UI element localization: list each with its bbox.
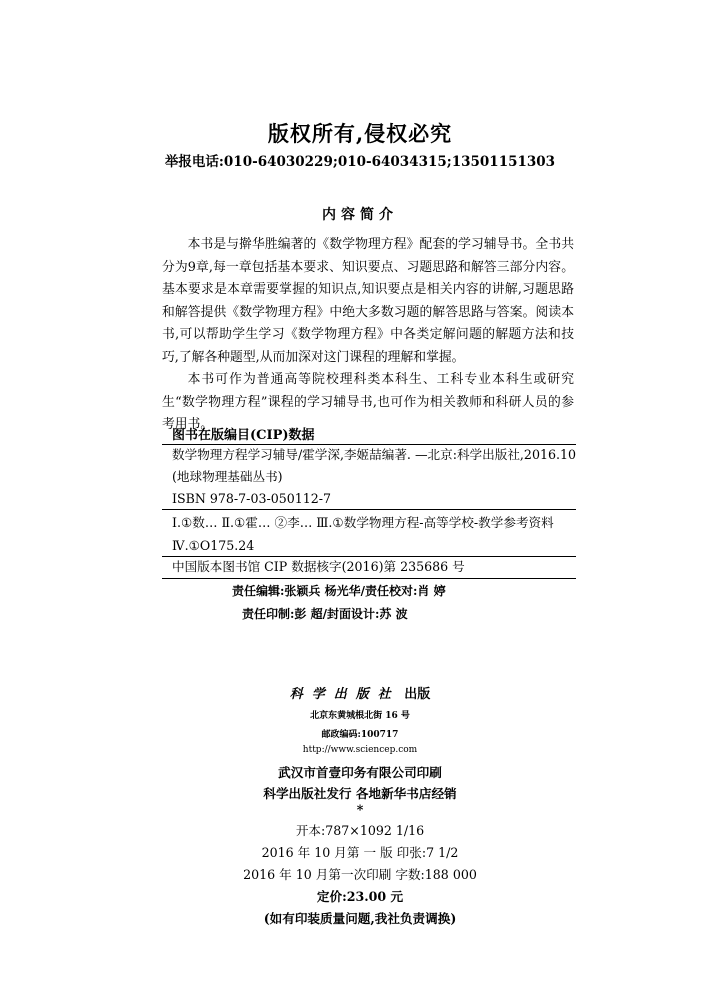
cip-divider-mid (162, 509, 576, 510)
printing: 2016 年 10 月第一次印刷 字数:188 000 (243, 867, 477, 882)
section-title: 内容简介 (322, 207, 398, 223)
intro-text (162, 234, 574, 437)
cip-line-1: 数学物理方程学习辅导/霍学深,李姬喆编著. —北京:科学出版社,2016.10 (172, 447, 577, 462)
intro-paragraph-1: 本书是与擀华胜编著的《数学物理方程》配套的学习辅导书。全书共分为9章,每一章包括基本要求、知识要点、习题思路和解答三部分内容。基本要求是本章需要掌握的知识点,知识要点是相关内容的讲解,习题思路和解答提供《数学物理方程》中绝大多数习题的解答思路与答案。阅读本书,可以帮助学生学习《数学物理方程》中各类定解问题的解题方法和技巧,了解各种题型,从而加深对这门课程的理解和掌握。 (162, 237, 574, 365)
distribution: 科学出版社发行 各地新华书店经销 (263, 786, 457, 801)
editors-block (172, 580, 576, 625)
cip-classification: Ⅰ.①数… Ⅱ.①霍… ②李… Ⅲ.①数学物理方程-高等学校-教学参考资料 Ⅳ.①O175.24 (172, 515, 554, 553)
intro-paragraph-2: 本书可作为普通高等院校理科类本科生、工科专业本科生或研究生“数学物理方程”课程的学习辅导书,也可作为相关教师和科研人员的参考用书。 (162, 372, 574, 432)
separator-star: * (356, 802, 364, 817)
format: 开本:787×1092 1/16 (295, 823, 425, 838)
publisher-postcode: 邮政编码:100717 (321, 730, 399, 740)
cip-line-2: (地球物理基础丛书) (172, 469, 283, 484)
cip-heading: 图书在版编目(CIP)数据 (172, 428, 315, 443)
cip-isbn: ISBN 978-7-03-050112-7 (172, 491, 332, 506)
catalog-divider (162, 578, 576, 579)
publisher-url: http://www.sciencep.com (302, 745, 418, 755)
publisher-logo: 科学出版社 (289, 687, 400, 702)
price: 定价:23.00 元 (316, 889, 404, 904)
report-phone: 举报电话:010-64030229;010-64034315;13501151303 (164, 154, 556, 170)
printer: 武汉市首壹印务有限公司印刷 (278, 765, 442, 780)
publisher-line (0, 683, 720, 702)
editors-line-2: 责任印制:彭 超/封面设计:苏 波 (242, 606, 408, 621)
copyright-title: 版权所有,侵权必究 (267, 121, 453, 146)
edition: 2016 年 10 月第 一 版 印张:7 1/2 (261, 845, 459, 860)
publisher-address: 北京东黄城根北街 16 号 (310, 711, 410, 721)
editors-line-1: 责任编辑:张颖兵 杨光华/责任校对:肖 婷 (232, 584, 446, 598)
cip-catalog-number: 中国版本图书馆 CIP 数据核字(2016)第 235686 号 (172, 559, 465, 574)
publisher-suffix: 出版 (404, 687, 431, 702)
quality-notice: (如有印装质量问题,我社负责调换) (263, 911, 457, 926)
